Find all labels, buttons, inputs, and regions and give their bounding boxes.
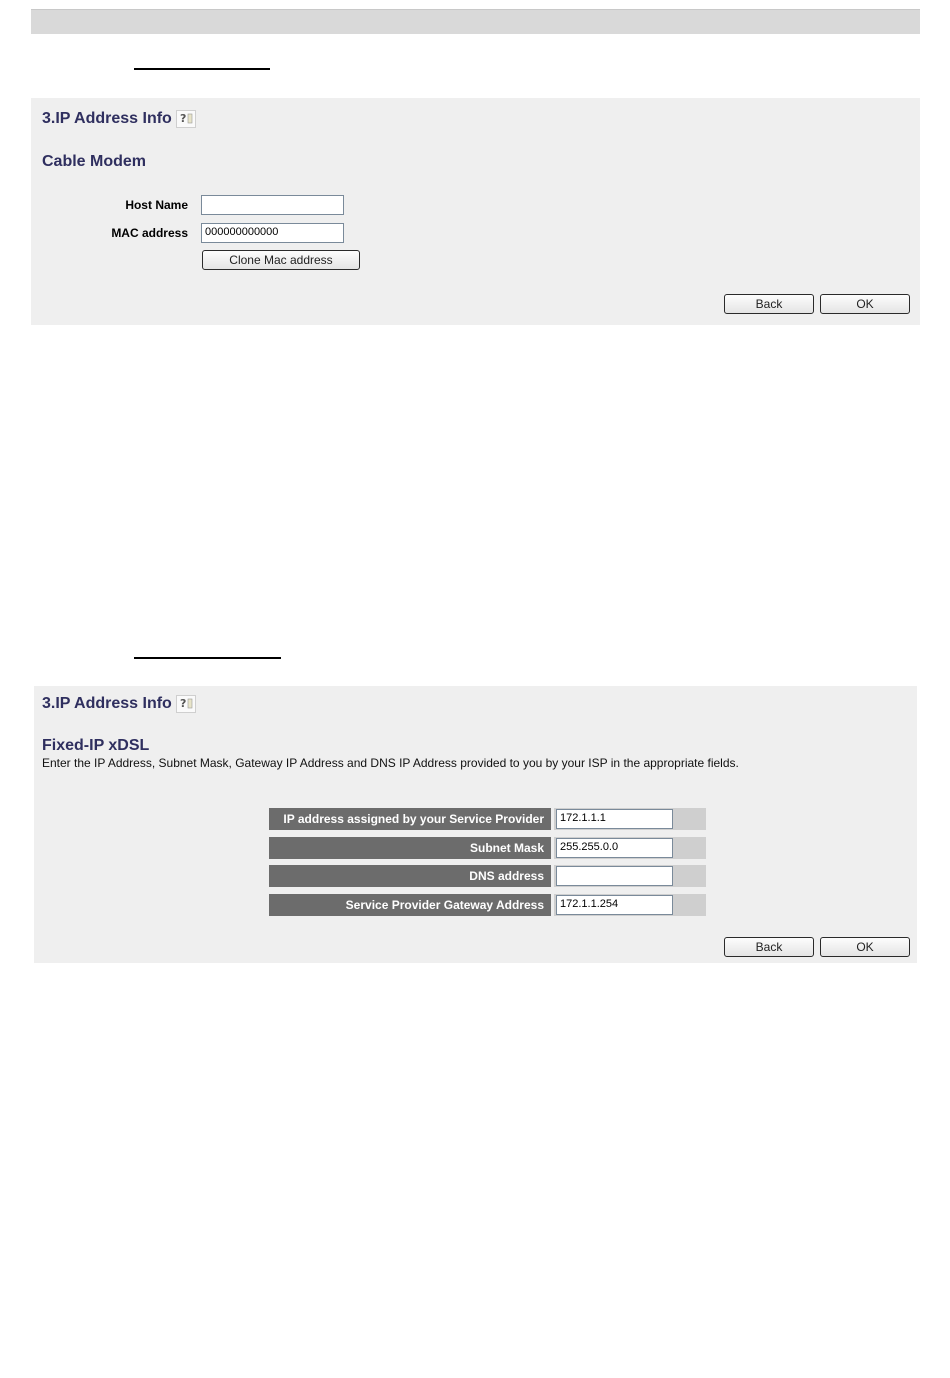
dns-address-input[interactable] [556, 866, 673, 886]
ip-address-label: IP address assigned by your Service Provider [269, 808, 551, 830]
help-question-icon[interactable] [176, 110, 196, 128]
ip-address-input[interactable]: 172.1.1.1 [556, 809, 673, 829]
back-button[interactable]: Back [724, 937, 814, 957]
subnet-mask-input[interactable]: 255.255.0.0 [556, 838, 673, 858]
header-strip [31, 9, 920, 34]
mac-address-input[interactable]: 000000000000 [201, 223, 344, 243]
section-underline-2 [134, 657, 281, 659]
section-title: Cable Modem [42, 153, 147, 170]
ok-button[interactable]: OK [820, 937, 910, 957]
host-name-label: Host Name [125, 198, 188, 212]
gateway-address-input[interactable]: 172.1.1.254 [556, 895, 673, 915]
gateway-address-label: Service Provider Gateway Address [269, 894, 551, 916]
panel-title-text: 3.IP Address Info [42, 695, 172, 712]
instructions-text: Enter the IP Address, Subnet Mask, Gateway IP Address and DNS IP Address provided to you by your ISP in the appropriate fields. [42, 756, 739, 770]
cable-modem-panel [31, 98, 920, 325]
ok-button[interactable]: OK [820, 294, 910, 314]
panel-title [42, 110, 196, 128]
clone-mac-address-button[interactable]: Clone Mac address [202, 250, 360, 270]
mac-address-label: MAC address [111, 226, 188, 240]
dns-address-label: DNS address [269, 865, 551, 887]
subnet-mask-label: Subnet Mask [269, 837, 551, 859]
svg-text:?: ? [179, 697, 187, 710]
back-button[interactable]: Back [724, 294, 814, 314]
host-name-input[interactable] [201, 195, 344, 215]
svg-text:?: ? [179, 112, 187, 125]
help-question-icon[interactable] [176, 695, 196, 713]
section-underline-1 [134, 68, 270, 70]
panel-title [42, 695, 196, 713]
panel-title-text: 3.IP Address Info [42, 110, 172, 127]
section-title: Fixed-IP xDSL [42, 737, 150, 754]
fixed-ip-panel [34, 686, 917, 963]
